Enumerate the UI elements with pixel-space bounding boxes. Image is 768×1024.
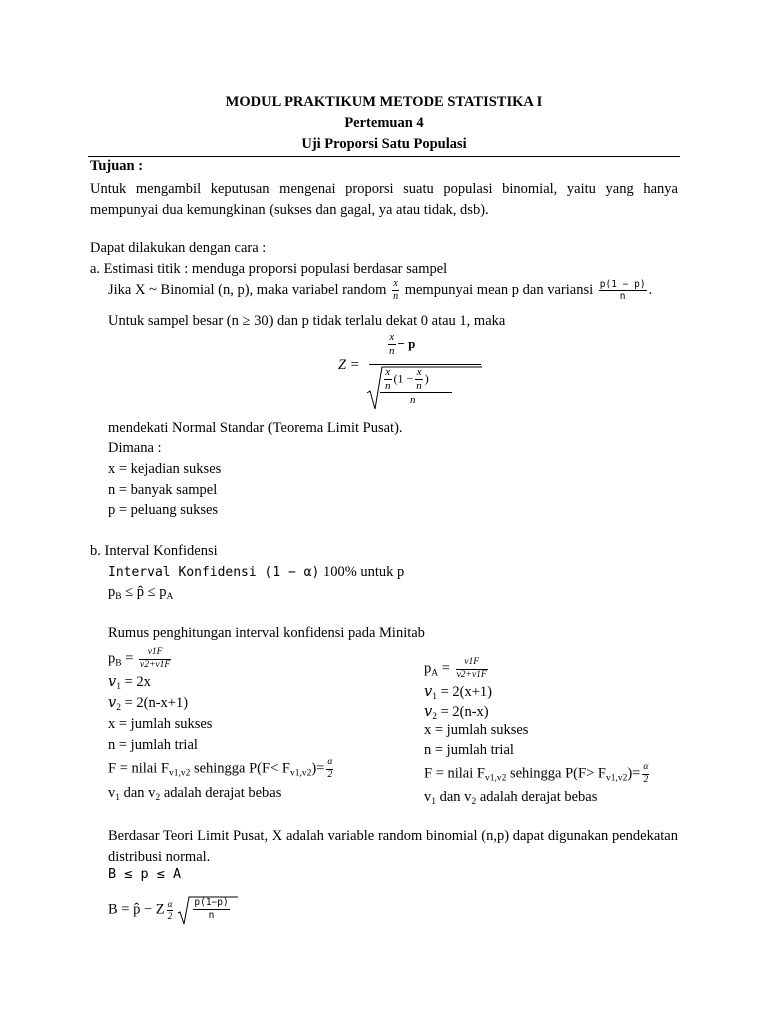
clt-normal-line: mendekati Normal Standar (Teorema Limit Pusat). — [108, 420, 403, 436]
b-alpha-half — [167, 900, 174, 921]
pa-sub: A — [431, 668, 439, 679]
x-over-n-fraction — [392, 279, 399, 302]
frac-den: n — [393, 291, 399, 302]
def-p: p = peluang sukses — [108, 502, 219, 518]
left-f-end: )= — [311, 760, 325, 777]
binomial-line-text-2: mempunyai mean p dan variansi — [401, 281, 597, 298]
frac-num: x — [393, 278, 398, 289]
large-sample-line: Untuk sampel besar (n ≥ 30) dan p tidak terlalu dekat 0 atau 1, maka — [108, 313, 506, 329]
right-f-mid: sehingga P(F> F — [506, 765, 606, 782]
b-alpha: α — [167, 899, 173, 910]
right-f-pre: F = nilai F — [424, 765, 485, 782]
b-formula — [108, 895, 239, 925]
z-num-n: n — [389, 345, 395, 357]
left-df-dan: dan v — [120, 785, 156, 801]
right-alpha: α — [642, 763, 649, 775]
z-den-frac1 — [384, 367, 392, 392]
left-n-def: n = jumlah trial — [108, 737, 198, 753]
topic-title: Uji Proporsi Satu Populasi — [301, 136, 467, 152]
left-f-pre: F = nilai F — [108, 760, 169, 777]
b-sqrt — [177, 895, 239, 925]
pa-fraction — [456, 658, 488, 680]
pb-formula — [108, 648, 173, 670]
right-two: 2 — [643, 774, 649, 785]
right-v2-sub: 2 — [432, 712, 437, 722]
right-f-sub: v1,v2 — [484, 773, 507, 784]
left-f-def — [108, 758, 335, 780]
part-a-title: a. Estimasi titik : menduga proporsi populasi berdasar sampel — [90, 261, 448, 277]
right-df-2: 2 — [471, 797, 477, 807]
meeting-number: Pertemuan 4 — [344, 115, 424, 131]
variance-den: n — [619, 291, 626, 302]
tujuan-text: Untuk mengambil keputusan mengenai proporsi suatu populasi binomial, yaitu yang hanya mempunyai dua kemungkinan (sukses dan gagal, ya atau tidak, dsb). — [90, 181, 678, 218]
z-numerator — [386, 332, 415, 357]
right-v2-val: = 2(n-x) — [436, 704, 489, 720]
left-v1-val: = 2x — [120, 674, 151, 690]
header-divider — [88, 156, 680, 157]
z-den-close: ) — [424, 371, 429, 386]
dimana-label: Dimana : — [108, 440, 162, 456]
right-f-sub2: v1,v2 — [605, 773, 628, 784]
right-f-def — [424, 763, 651, 785]
right-v2 — [424, 704, 489, 721]
ci-line — [108, 564, 404, 581]
left-f-sub: v1,v2 — [168, 768, 191, 779]
def-n: n = banyak sampel — [108, 482, 218, 498]
z-den-n2: n — [416, 380, 422, 392]
pb-label: p — [108, 650, 116, 667]
left-df-2: 2 — [155, 793, 161, 803]
z-num-fraction — [388, 332, 396, 357]
z-inner-bar — [380, 392, 452, 393]
right-f-end: )= — [627, 765, 641, 782]
left-v1 — [108, 674, 151, 691]
binomial-line-text-1: Jika X ~ Binomial (n, p), maka variabel random — [108, 281, 391, 298]
z-den-open: (1 − — [393, 371, 414, 386]
z-den-n: n — [385, 380, 391, 392]
left-alpha: α — [326, 758, 333, 770]
b-formula-pre: B = p̂ − Z — [108, 901, 165, 918]
z-num-minus-p: − p — [397, 335, 416, 351]
right-v1-sub: 1 — [432, 692, 437, 702]
pa-formula — [424, 658, 490, 680]
pb-den: v2+v1F — [140, 659, 171, 670]
z-den-frac2 — [415, 367, 423, 392]
right-v1 — [424, 684, 492, 701]
left-v2 — [108, 695, 188, 712]
ci-line-rest: 100% untuk p — [319, 564, 405, 580]
left-two: 2 — [327, 769, 333, 780]
binomial-line — [108, 279, 652, 302]
right-df-dan: dan v — [436, 789, 472, 805]
pb-fraction — [139, 648, 171, 670]
z-den-bottom-n: n — [410, 394, 416, 406]
left-df-def — [108, 785, 281, 802]
binomial-line-end: . — [648, 281, 653, 298]
pb-sub: B — [115, 658, 122, 669]
left-v1-sub: 1 — [116, 682, 121, 692]
pa-num: v1F — [456, 658, 488, 670]
ci-line-mono: Interval Konfidensi (1 − α) — [108, 565, 320, 580]
pa-den: v2+v1F — [456, 669, 487, 680]
left-v2-val: = 2(n-x+1) — [120, 695, 189, 711]
pa-eq: = — [438, 660, 454, 677]
right-v1-sym: 𝑣 — [424, 684, 433, 700]
ineq-sub-b: B — [115, 592, 122, 602]
right-x-def: x = jumlah sukses — [424, 722, 529, 738]
intro-text: Dapat dilakukan dengan cara : — [90, 240, 267, 256]
left-f-mid: sehingga P(F< F — [190, 760, 290, 777]
z-formula — [338, 330, 458, 412]
z-den-x: x — [385, 366, 391, 378]
right-df-1: 1 — [431, 797, 436, 807]
variance-num: p(1 − p) — [599, 278, 646, 290]
right-v1-val: = 2(x+1) — [436, 684, 492, 700]
right-n-def: n = jumlah trial — [424, 742, 514, 758]
pb-num: v1F — [139, 648, 171, 660]
b-sqrt-fraction — [193, 898, 229, 920]
left-v2-sym: 𝑣 — [108, 695, 117, 711]
module-title: MODUL PRAKTIKUM METODE STATISTIKA I — [225, 94, 543, 110]
z-num-x: x — [389, 331, 395, 343]
left-df-v: v — [108, 785, 116, 801]
z-den-x2: x — [416, 366, 422, 378]
right-v2-sym: 𝑣 — [424, 704, 433, 720]
b-two: 2 — [167, 911, 173, 922]
left-x-def: x = jumlah sukses — [108, 716, 213, 732]
variance-fraction — [599, 280, 647, 302]
right-df-end: adalah derajat bebas — [476, 789, 598, 805]
left-alpha-frac — [326, 758, 333, 780]
z-denominator — [382, 367, 429, 392]
ineq-mid: ≤ p̂ ≤ p — [121, 584, 167, 600]
right-df-def — [424, 789, 597, 806]
pb-eq: = — [121, 650, 138, 667]
z-label: Z = — [338, 357, 360, 373]
ineq-sub-a: A — [166, 592, 174, 602]
right-alpha-frac — [642, 763, 649, 785]
b-sqrt-num: p(1−p) — [194, 897, 229, 908]
b-p-a-inequality: B ≤ p ≤ A — [108, 866, 182, 882]
left-v2-sub: 2 — [116, 703, 121, 713]
def-x: x = kejadian sukses — [108, 461, 222, 477]
left-f-sub2: v1,v2 — [289, 768, 312, 779]
left-df-end: adalah derajat bebas — [160, 785, 282, 801]
left-df-1: 1 — [115, 793, 120, 803]
right-df-v: v — [424, 789, 432, 805]
pa-label: p — [424, 660, 432, 677]
b-sqrt-den: n — [208, 909, 215, 921]
ineq-pb: p — [108, 584, 116, 600]
ci-inequality — [108, 584, 173, 601]
clt-paragraph: Berdasar Teori Limit Pusat, X adalah variable random binomial (n,p) dapat digunakan pendekatan distribusi normal. — [108, 828, 678, 865]
tujuan-label: Tujuan : — [90, 158, 144, 174]
minitab-rumus: Rumus penghitungan interval konfidensi pada Minitab — [108, 625, 425, 641]
left-v1-sym: 𝑣 — [108, 674, 117, 690]
part-b-title: b. Interval Konfidensi — [90, 543, 218, 559]
